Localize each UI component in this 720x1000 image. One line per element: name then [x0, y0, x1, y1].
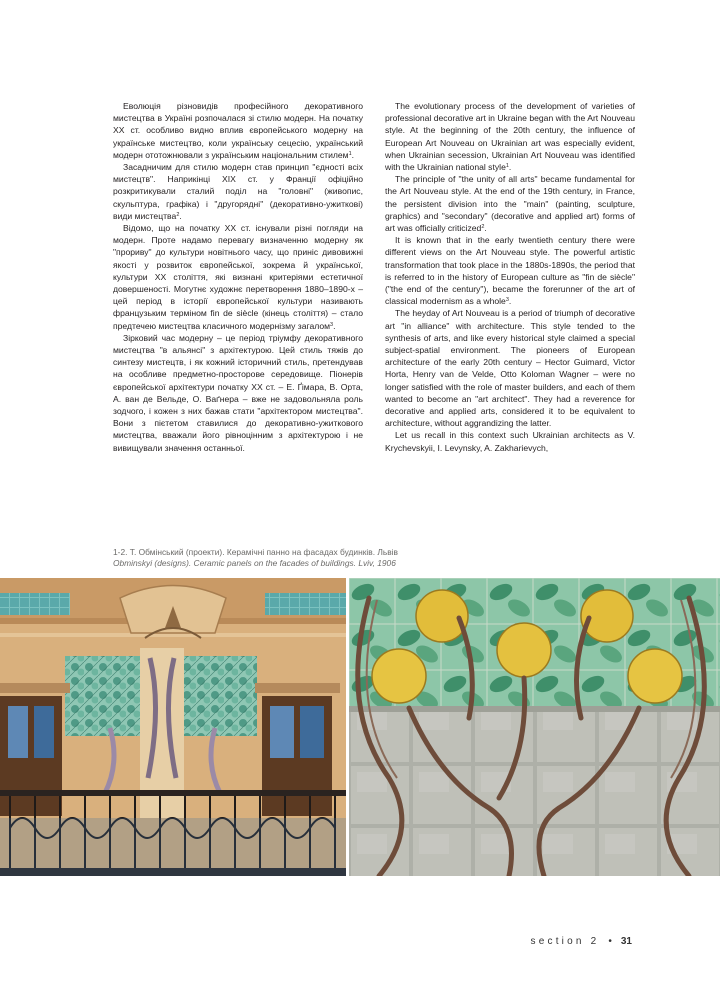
en-paragraph-5: Let us recall in this context such Ukrainian architects as V. Krychevskyii, I. Levynsky, A. Zakharievych,	[385, 430, 635, 453]
en-paragraph-3: It is known that in the early twentieth century there were different views on the Art Nouveau style. The powerful artistic transformation that took place in the 1880s-1890s, the period that is referred to in the history of European culture as "fin de siècle" ("the end of the century"), became the forerunner of the art of classical modernism as a whole$^3$.	[385, 235, 635, 307]
uk-paragraph-3: Відомо, що на початку ХХ ст. існували різні погляди на модерн. Проте надамо перевагу визначенню модерну як "прориву" до культури новітнього часу, що приніс дивовижні якості у розвиток європейської, зокрема й української, культури ХХ століття, які визнані критеріями естетичної довершеності. Могутнє художнє перетворення 1880–1890-х – цей період в історії європейської культури називають французьким терміном fin de siècle (кінець століття) – стало предтечею мистецтва класичного модернізму загалом$^3$.	[113, 223, 363, 331]
figure-caption	[113, 547, 633, 569]
ceramic-panel-photo	[349, 578, 720, 876]
en-paragraph-4: The heyday of Art Nouveau is a period of triumph of decorative art "in alliance" with architecture. This style tended to the synthesis of arts, and like every historical style claimed a special subject-spatial environment. The pioneers of European architecture of the early 20th century – Hector Guimard, Victor Horta, Henry van de Velde, Otto Koloman Wagner – were no longer satisfied with the role of master builders, and each of them wanted to become an "art architect". They had a reverence for decorative and applied arts, considered it to be equivalent to architecture, without aggrandizing the latter.	[385, 308, 635, 429]
en-paragraph-2: The principle of "the unity of all arts" became fundamental for the Art Nouveau style. At the end of the 19th century, in France, the persistent division into the "main" (painting, sculpture, graphics) and "secondary" (decorative and applied art) forms of art was officially criticized$^2$.	[385, 174, 635, 234]
section-number: 2	[590, 936, 600, 947]
section-label: section	[530, 936, 585, 947]
english-text-column	[385, 100, 635, 454]
page-number: 31	[620, 936, 632, 947]
footer-separator: •	[608, 936, 612, 947]
ukrainian-text-column	[113, 100, 363, 454]
caption-english: Obminskyi (designs). Ceramic panels on the facades of buildings. Lviv, 1906	[113, 558, 396, 568]
en-paragraph-1: The evolutionary process of the development of varieties of professional decorative art in Ukraine began with the Art Nouveau style. At the beginning of the 20th century, the influence of European Art Nouveau on Ukrainian art was especially evident, when Ukrainian secession, Ukrainian Art Nouveau was identified with the Ukrainian national style$^1$.	[385, 101, 635, 173]
uk-paragraph-2: Засадничим для стилю модерн став принцип "єдності всіх мистецтв". Наприкінці ХІХ ст. у Франції офіційно розкритикували сталий поділ на "головні" (живопис, скульптура, графіка) і "другорядні" (декоративно-ужиткові) види мистецтва$^2$.	[113, 162, 363, 221]
uk-paragraph-4: Зірковий час модерну – це період тріумфу декоративного мистецтва "в альянсі" з архітектурою. Цей стиль тяжів до синтезу мистецтв, і як кожний історичний стиль, претендував на особливе предметно-просторове середовище. Піонерів європейської архітектури початку ХХ ст. – Е. Ґімара, В. Орта, А. ван де Вельде, О. Ваґнера – вже не задовольняла роль зодчого, і кожен з них бажав стати "архітектором мистецтва". Вони з пієтетом ставилися до декоративно-ужиткового мистецтва, вважали його рівноцінним з архітектурою і не вивищували значення останньої.	[113, 332, 363, 453]
uk-paragraph-1: Еволюція різновидів професійного декоративного мистецтва в Україні розпочалася зі стилю модерн. На початку ХХ ст. особливо видно вплив європейського модерну на українське мистецтво, коли українську сецесію, український модерн ототожнювали з українським національним стилем$^1$.	[113, 101, 363, 160]
caption-ukrainian: 1-2. Т. Обмінський (проекти). Керамічні панно на фасадах будинків. Львів	[113, 547, 398, 557]
facade-photo	[0, 578, 346, 876]
page-footer	[531, 936, 632, 947]
